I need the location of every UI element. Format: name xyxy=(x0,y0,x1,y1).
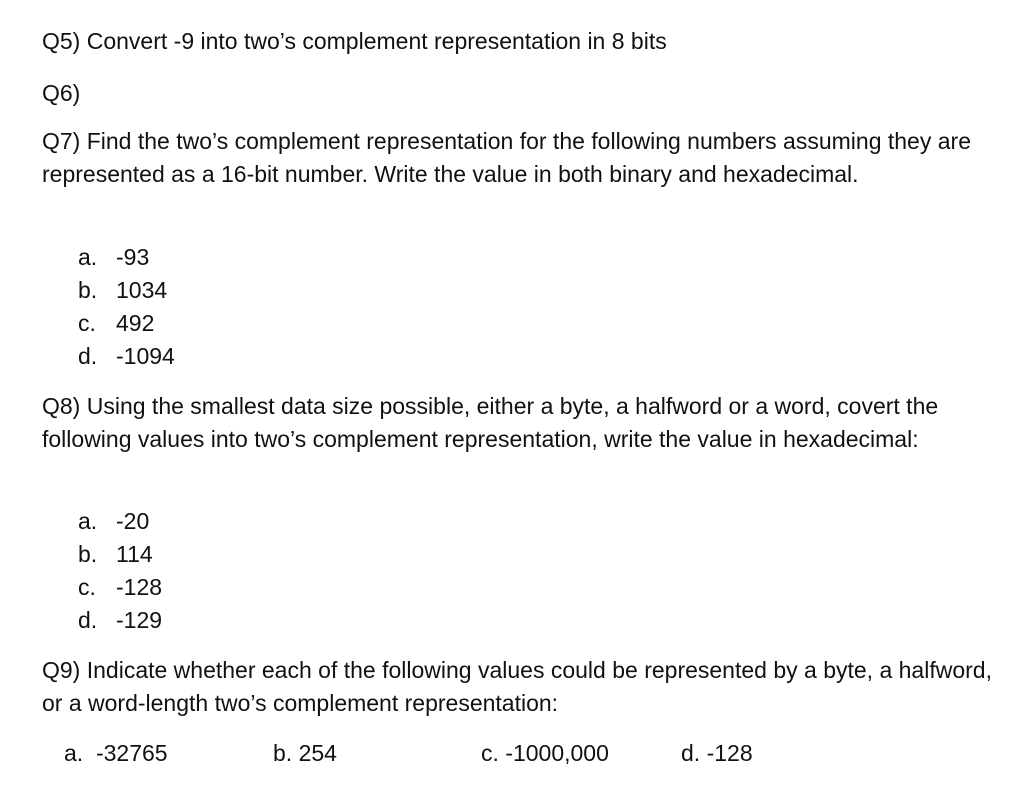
list-item xyxy=(78,340,175,373)
list-item-value: 1034 xyxy=(116,277,168,303)
question-9: Q9) Indicate whether each of the following values could be represented by a byte, a halfword, or a word-length two’s complement representation: xyxy=(42,657,992,716)
list-item xyxy=(78,571,162,604)
option-d: d. -128 xyxy=(681,740,753,766)
question-8: Q8) Using the smallest data size possible, either a byte, a halfword or a word, covert the following values into two’s complement representation, write the value in hexadecimal: xyxy=(42,393,939,452)
question-8-list xyxy=(78,505,162,637)
list-item-letter: a. xyxy=(78,244,98,270)
question-9-options xyxy=(0,737,1024,770)
list-item xyxy=(78,604,162,637)
list-item-value: -20 xyxy=(116,508,150,534)
option-b: b. 254 xyxy=(273,740,337,766)
list-item-letter: b. xyxy=(78,277,98,303)
list-item-letter: c. xyxy=(78,574,96,600)
list-item-letter: d. xyxy=(78,607,98,633)
list-item-value: 492 xyxy=(116,310,155,336)
option-a: a. -32765 xyxy=(64,740,168,766)
option-c: c. -1000,000 xyxy=(481,740,609,766)
list-item-value: -128 xyxy=(116,574,163,600)
list-item-value: 114 xyxy=(116,541,153,567)
list-item-letter: b. xyxy=(78,541,98,567)
question-6: Q6) xyxy=(42,80,81,106)
list-item xyxy=(78,307,175,340)
list-item-letter: a. xyxy=(78,508,98,534)
list-item xyxy=(78,538,162,571)
list-item-value: -129 xyxy=(116,607,163,633)
list-item-letter: c. xyxy=(78,310,96,336)
question-5: Q5) Convert -9 into two’s complement representation in 8 bits xyxy=(42,28,667,54)
question-7-list xyxy=(78,241,175,373)
list-item xyxy=(78,274,175,307)
list-item-value: -1094 xyxy=(116,343,175,369)
list-item xyxy=(78,505,162,538)
list-item xyxy=(78,241,175,274)
question-7: Q7) Find the two’s complement representation for the following numbers assuming they are represented as a 16-bit number. Write the value in both binary and hexadecimal. xyxy=(42,128,971,187)
list-item-letter: d. xyxy=(78,343,98,369)
list-item-value: -93 xyxy=(116,244,150,270)
